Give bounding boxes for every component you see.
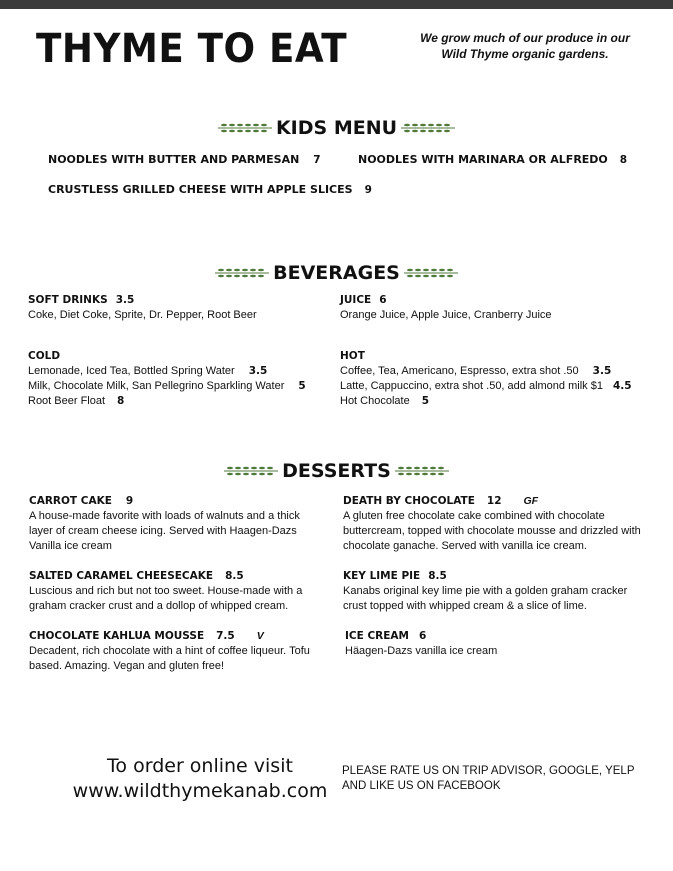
tagline-line-1: We grow much of our produce in our — [420, 31, 630, 45]
item-description: Coke, Diet Coke, Sprite, Dr. Pepper, Root Beer — [28, 309, 257, 321]
death-by-chocolate-item — [343, 494, 643, 554]
hot-drinks-item — [340, 349, 632, 409]
salted-caramel-cheesecake-item — [29, 569, 319, 614]
herb-sprig-right-icon — [402, 266, 460, 280]
item-name: KEY LIME PIE — [343, 570, 421, 582]
row-price: 5 — [421, 395, 430, 407]
gluten-free-tag: GF — [523, 495, 539, 507]
desserts-heading-row — [0, 460, 673, 482]
kids-item-name: NOODLES WITH MARINARA OR ALFREDO — [358, 153, 608, 166]
herb-sprig-left-icon — [213, 266, 271, 280]
restaurant-title: THYME TO EAT — [36, 26, 348, 72]
item-name: HOT — [340, 350, 365, 362]
beverages-heading: BEVERAGES — [273, 262, 400, 284]
row-price: 4.5 — [612, 380, 632, 392]
row-text: Root Beer Float — [28, 395, 106, 407]
item-price: 6 — [418, 630, 427, 642]
kids-menu-heading: KIDS MENU — [275, 117, 398, 139]
item-name: COLD — [28, 350, 61, 362]
item-name: DEATH BY CHOCOLATE — [343, 495, 475, 507]
kids-item — [358, 153, 627, 166]
online-order-note — [60, 754, 340, 804]
herb-sprig-right-icon — [393, 464, 451, 478]
item-description: A house-made favorite with loads of walnuts and a thick layer of cream cheese icing. Served with Haagen-Dazs Vanilla ice cream — [29, 510, 300, 552]
chocolate-kahlua-mousse-item — [29, 629, 324, 674]
item-name: CARROT CAKE — [29, 495, 112, 507]
row-text: Coffee, Tea, Americano, Espresso, extra shot .50 — [340, 365, 579, 377]
website-link[interactable]: www.wildthymekanab.com — [72, 780, 328, 802]
kids-item — [48, 153, 321, 166]
order-line: To order online visit — [107, 755, 293, 777]
herb-sprig-left-icon — [222, 464, 280, 478]
facebook-line: AND LIKE US ON FACEBOOK — [342, 780, 501, 792]
cold-drink-row — [28, 364, 306, 379]
top-bar — [0, 0, 673, 9]
item-name: ICE CREAM — [345, 630, 409, 642]
kids-menu-heading-row — [0, 117, 673, 139]
item-price: 6 — [379, 294, 387, 306]
row-price: 3.5 — [248, 365, 268, 377]
juice-item — [340, 293, 552, 323]
carrot-cake-item — [29, 494, 319, 554]
ice-cream-item — [345, 629, 645, 659]
herb-sprig-left-icon — [216, 121, 274, 135]
row-price: 5 — [298, 380, 306, 392]
item-description: Decadent, rich chocolate with a hint of coffee liqueur. Tofu based. Amazing. Vegan and gluten free! — [29, 645, 310, 672]
hot-drink-row — [340, 364, 632, 379]
tagline — [405, 30, 645, 62]
beverages-heading-row — [0, 262, 673, 284]
row-text: Milk, Chocolate Milk, San Pellegrino Sparkling Water — [28, 380, 285, 392]
vegan-tag: V — [256, 630, 264, 642]
item-price: 3.5 — [115, 294, 135, 306]
soft-drinks-item — [28, 293, 257, 323]
kids-item-price: 7 — [313, 154, 321, 166]
kids-item — [48, 183, 372, 196]
item-description: Häagen-Dazs vanilla ice cream — [345, 645, 498, 657]
item-description: Luscious and rich but not too sweet. House-made with a graham cracker crust and a dollop of whipped cream. — [29, 585, 303, 612]
rate-us-note — [342, 764, 635, 794]
kids-item-price: 9 — [364, 184, 372, 196]
item-price: 7.5 — [216, 630, 235, 642]
kids-item-name: NOODLES WITH BUTTER AND PARMESAN — [48, 153, 300, 166]
row-price: 8 — [117, 395, 125, 407]
kids-item-price: 8 — [619, 154, 628, 166]
item-price: 8.5 — [225, 570, 244, 582]
cold-drinks-item — [28, 349, 306, 409]
cold-drink-row — [28, 379, 306, 394]
item-price: 12 — [486, 495, 502, 507]
item-description: Orange Juice, Apple Juice, Cranberry Juice — [340, 309, 552, 321]
key-lime-pie-item — [343, 569, 643, 614]
item-name: SALTED CARAMEL CHEESECAKE — [29, 570, 214, 582]
item-description: A gluten free chocolate cake combined with chocolate buttercream, topped with chocolate mousse and drizzled with chocolate ganache. Served with vanilla ice cream. — [343, 510, 641, 552]
row-price: 3.5 — [592, 365, 612, 377]
herb-sprig-right-icon — [399, 121, 457, 135]
kids-item-name: CRUSTLESS GRILLED CHEESE WITH APPLE SLICES — [48, 183, 353, 196]
tagline-line-2: Wild Thyme organic gardens. — [441, 47, 609, 61]
hot-drink-row — [340, 379, 632, 394]
item-price: 9 — [125, 495, 134, 507]
item-name: CHOCOLATE KAHLUA MOUSSE — [29, 630, 205, 642]
rate-line: PLEASE RATE US ON TRIP ADVISOR, GOOGLE, YELP — [342, 765, 635, 777]
item-name: JUICE — [340, 294, 372, 306]
cold-drink-row — [28, 394, 306, 409]
row-text: Lemonade, Iced Tea, Bottled Spring Water — [28, 365, 235, 377]
item-name: SOFT DRINKS — [28, 294, 108, 306]
item-description: Kanabs original key lime pie with a golden graham cracker crust topped with whipped cream & a slice of lime. — [343, 585, 628, 612]
item-price: 8.5 — [428, 570, 447, 582]
row-text: Hot Chocolate — [340, 395, 410, 407]
desserts-heading: DESSERTS — [282, 460, 391, 482]
row-text: Latte, Cappuccino, extra shot .50, add almond milk $1 — [340, 380, 603, 392]
hot-drink-row — [340, 394, 632, 409]
